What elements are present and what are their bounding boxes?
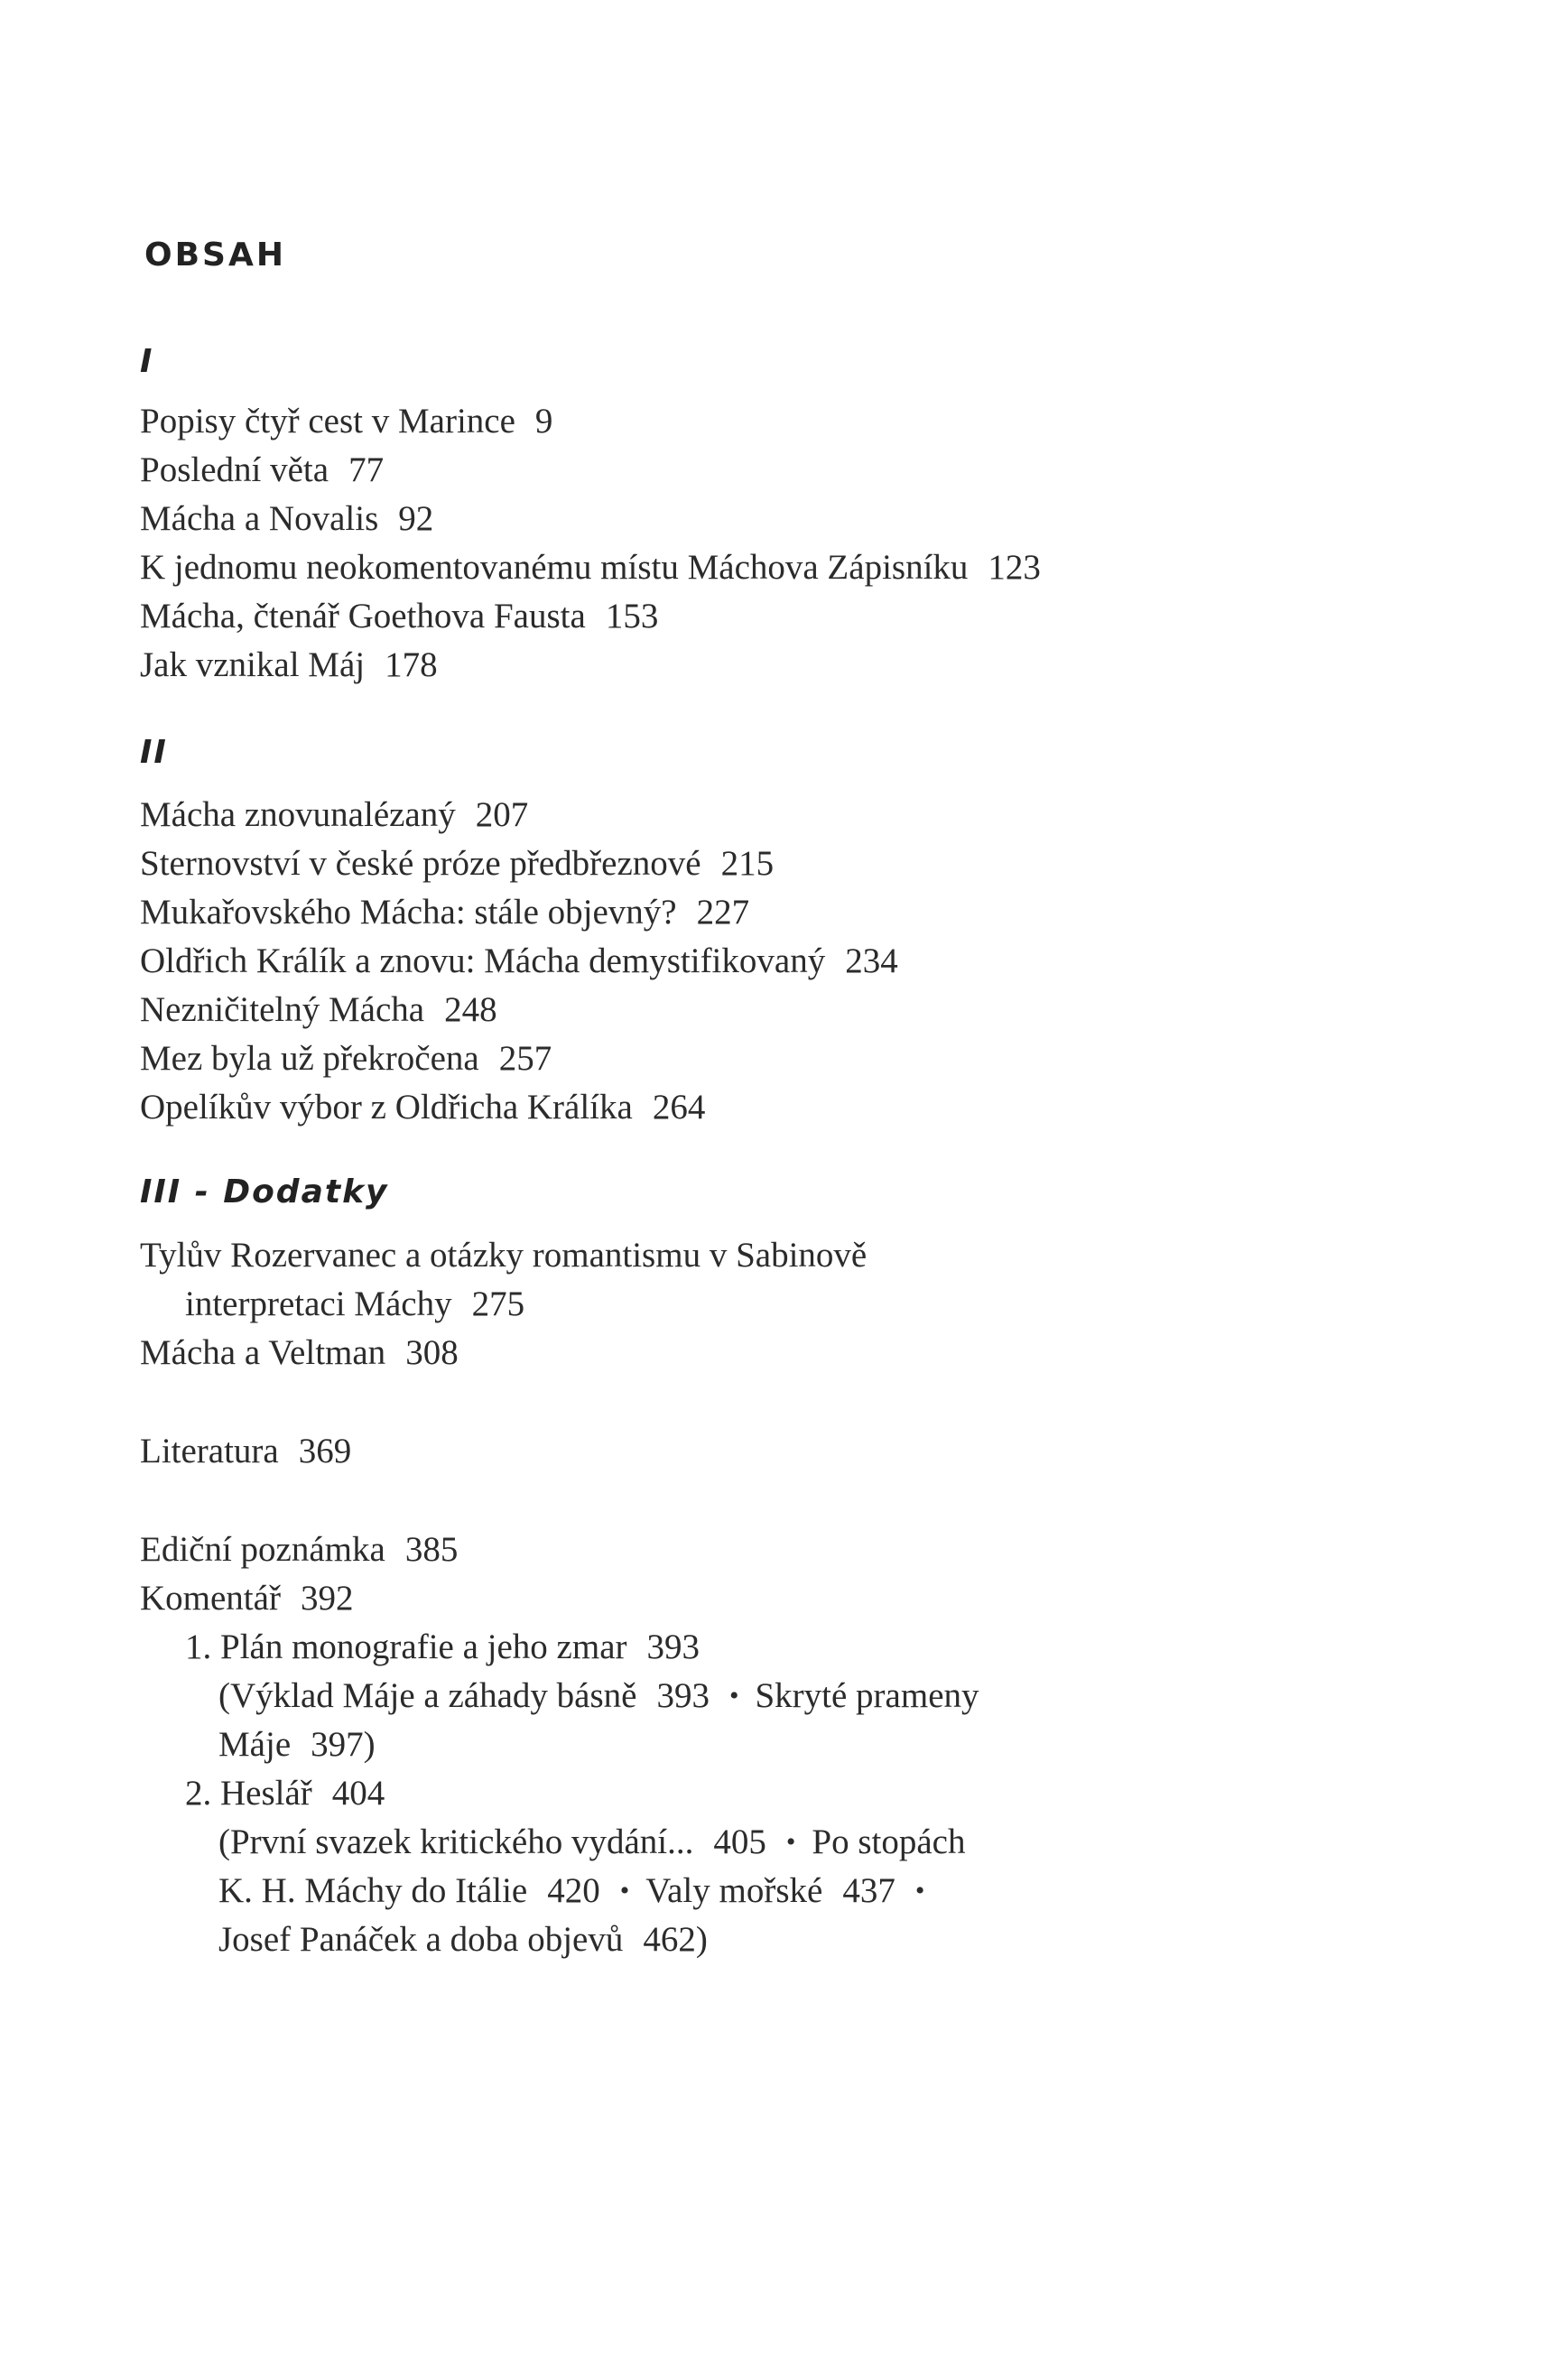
bullet-icon: • bbox=[914, 1876, 925, 1906]
toc-entry: Sternovství v české próze předbřeznové 215 bbox=[140, 844, 775, 883]
toc-subentry-detail: Josef Panáček a doba objevů 462) bbox=[218, 1920, 708, 1959]
toc-entry: Jak vznikal Máj 178 bbox=[140, 645, 438, 684]
toc-subentry-detail: K. H. Máchy do Itálie 420 • Valy mořské 437 • bbox=[218, 1871, 925, 1910]
toc-subentry-detail: (Výklad Máje a záhady básně 393 • Skryté prameny bbox=[218, 1676, 979, 1715]
page-title: OBSAH bbox=[144, 236, 286, 274]
toc-subentry-detail: Máje 397) bbox=[218, 1725, 376, 1764]
section-label-2: II bbox=[140, 734, 168, 771]
toc-subentry: 2. Heslář 404 bbox=[185, 1774, 385, 1813]
toc-entry: Poslední věta 77 bbox=[140, 450, 385, 489]
bullet-icon: • bbox=[619, 1876, 630, 1906]
bullet-icon: • bbox=[785, 1827, 796, 1857]
toc-subentry: 1. Plán monografie a jeho zmar 393 bbox=[185, 1628, 700, 1666]
toc-entry-edicni-poznamka: Ediční poznámka 385 bbox=[140, 1530, 459, 1569]
toc-entry: Mukařovského Mácha: stále objevný? 227 bbox=[140, 893, 750, 932]
section-label-3: III - Dodatky bbox=[140, 1173, 389, 1210]
toc-entry: Mácha a Novalis 92 bbox=[140, 499, 434, 538]
section-label-1: I bbox=[140, 343, 154, 380]
toc-entry: K jednomu neokomentovanému místu Máchova Zápisníku 123 bbox=[140, 548, 1041, 587]
toc-subentry-detail: (První svazek kritického vydání... 405 • Po stopách bbox=[218, 1822, 966, 1861]
toc-entry-literatura: Literatura 369 bbox=[140, 1432, 352, 1470]
toc-entry: Opelíkův výbor z Oldřicha Králíka 264 bbox=[140, 1088, 706, 1127]
toc-entry-komentar: Komentář 392 bbox=[140, 1579, 354, 1618]
toc-entry: Tylův Rozervanec a otázky romantismu v Sabinově bbox=[140, 1236, 868, 1275]
toc-entry: Popisy čtyř cest v Marince 9 bbox=[140, 402, 553, 441]
toc-entry: Oldřich Králík a znovu: Mácha demystifikovaný 234 bbox=[140, 941, 898, 980]
toc-entry-continuation: interpretaci Máchy 275 bbox=[185, 1285, 525, 1323]
toc-entry: Mácha, čtenář Goethova Fausta 153 bbox=[140, 597, 659, 635]
toc-entry: Nezničitelný Mácha 248 bbox=[140, 990, 497, 1029]
toc-entry: Mácha znovunalézaný 207 bbox=[140, 795, 529, 834]
toc-entry: Mez byla už překročena 257 bbox=[140, 1039, 552, 1078]
toc-entry: Mácha a Veltman 308 bbox=[140, 1333, 459, 1372]
bullet-icon: • bbox=[728, 1681, 739, 1711]
